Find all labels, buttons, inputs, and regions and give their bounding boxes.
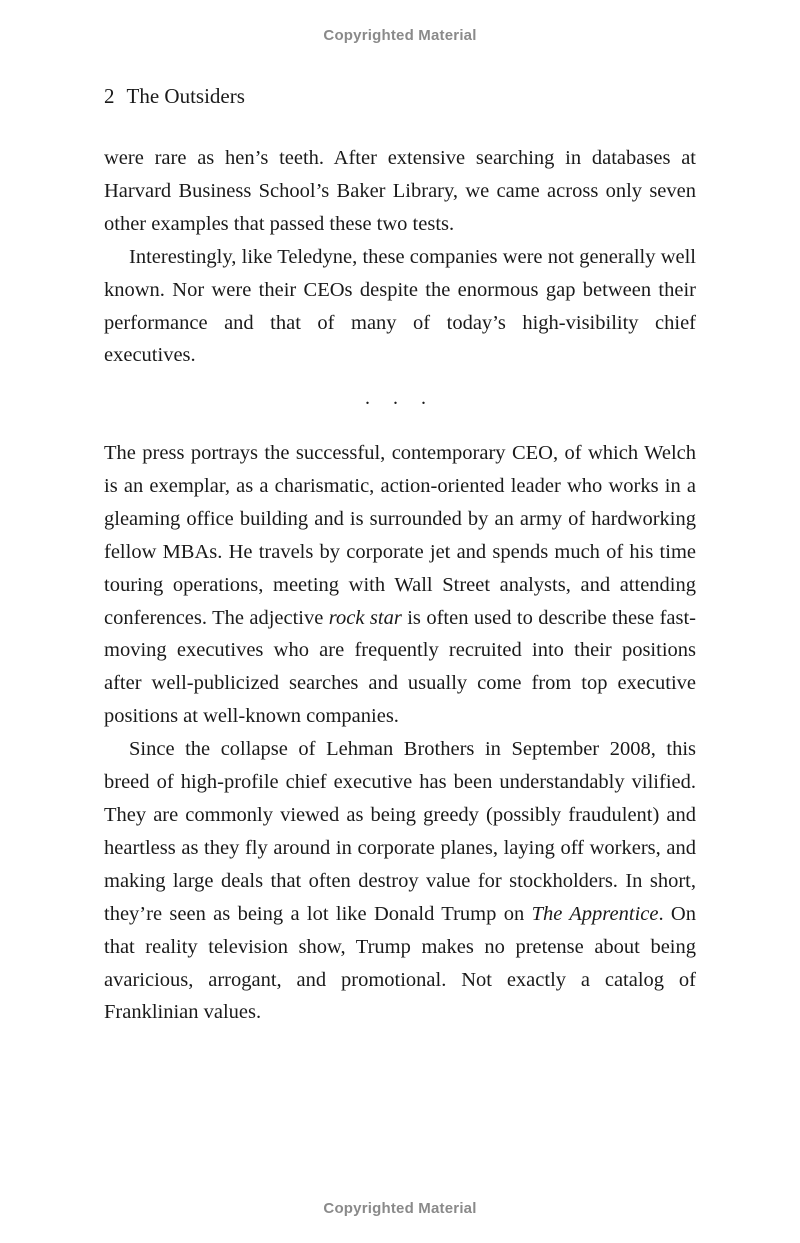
copyright-watermark-bottom: Copyrighted Material	[323, 1200, 477, 1217]
page-number: 2	[104, 84, 115, 108]
paragraph	[104, 437, 696, 733]
text-run: Interestingly, like Teledyne, these companies were not generally well known. Nor were their CEOs despite the enormous gap between their performance and that of many of today’s high-​visibility chief executives.	[104, 245, 696, 367]
text-run: The press portrays the successful, contemporary CEO, of which Welch is an exemplar, as a charismatic, action-oriented leader who works in a gleaming office building and is surrounded by an army of hardworking fellow MBAs. He travels by corporate jet and spends much of his time touring operations, meeting with Wall Street analysts, and attending conferences. The adjective	[104, 442, 696, 629]
body-text-after-break	[104, 437, 696, 1029]
text-run: is often used to describe these fast-moving executives who are frequently recruited into their positions after well-publicized searches and usually come from top executive positions at well-​known companies.	[104, 606, 696, 728]
paragraph	[104, 142, 696, 241]
paragraph	[104, 241, 696, 373]
copyright-watermark-top: Copyrighted Material	[323, 27, 477, 44]
running-head	[104, 83, 245, 109]
body-text-before-break	[104, 142, 696, 372]
section-break-ellipsis: . . .	[365, 387, 435, 409]
italic-text-run: rock star	[328, 606, 402, 629]
text-run: Since the collapse of Lehman Brothers in September 2008, this breed of high-profile chief executive has been understandably vilified. They are commonly viewed as being greedy (possibly fraudulent) and heartless as they fly around in corporate planes, laying off workers, and making large deals that often destroy value for stockholders. In short, they’re seen as being a lot like Donald Trump on	[104, 738, 696, 925]
text-run: were rare as hen’s teeth. After extensive searching in databases at Harvard Business School’s Baker Library, we came across only seven other examples that passed these two tests.	[104, 147, 696, 235]
italic-text-run: The Apprentice	[531, 902, 659, 925]
text-run: . On that reality television show, Trump makes no pretense about being avaricious, arrogant, and promotional. Not exactly a catalog of Franklinian values.	[104, 902, 696, 1024]
book-title: The Outsiders	[126, 84, 245, 108]
paragraph	[104, 733, 696, 1029]
